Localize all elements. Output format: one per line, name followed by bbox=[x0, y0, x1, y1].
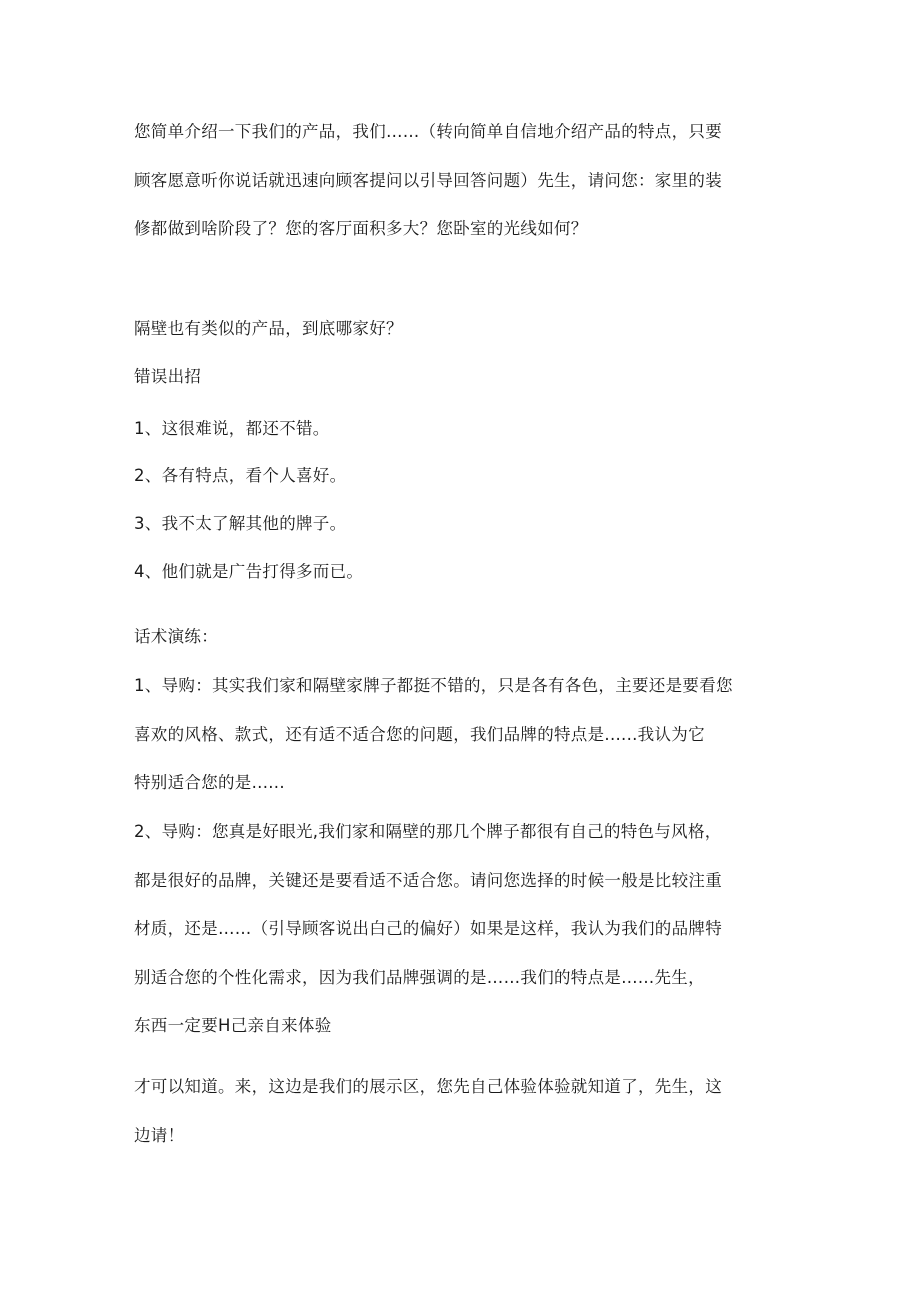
drill-1-line-2: 喜欢的风格、款式，还有适不适合您的问题，我们品牌的特点是......我认为它 bbox=[134, 725, 705, 744]
closing-line-1: 才可以知道。来，这边是我们的展示区，您先自己体验体验就知道了，先生，这 bbox=[134, 1077, 722, 1096]
intro-line-1: 您简单介绍一下我们的产品，我们……（转向简单自信地介绍产品的特点，只要 bbox=[134, 122, 722, 141]
closing-line-2: 边请！ bbox=[134, 1126, 185, 1145]
intro-line-3: 修都做到啥阶段了？您的客厅面积多大？您卧室的光线如何？ bbox=[134, 219, 588, 238]
wrong-item-1: 1、这很难说，都还不错。 bbox=[134, 419, 330, 438]
intro-line-2: 顾客愿意听你说话就迅速向顾客提问以引导回答问题）先生，请问您：家里的装 bbox=[134, 171, 722, 190]
drill-2-line-5: 东西一定要H己亲自来体验 bbox=[134, 1016, 332, 1035]
drill-1-line-3: 特别适合您的是...... bbox=[134, 773, 285, 792]
drill-2-line-2: 都是很好的品牌，关键还是要看适不适合您。请问您选择的时候一般是比较注重 bbox=[134, 871, 722, 890]
drill-2-line-1: 2、导购：您真是好眼光,我们家和隔壁的那几个牌子都很有自己的特色与风格， bbox=[134, 822, 722, 841]
wrong-item-4: 4、他们就是广告打得多而已。 bbox=[134, 562, 364, 581]
drill-heading: 话术演练： bbox=[134, 627, 218, 646]
wrong-item-2: 2、各有特点，看个人喜好。 bbox=[134, 466, 347, 485]
question-line: 隔壁也有类似的产品，到底哪家好？ bbox=[134, 319, 403, 338]
drill-2-line-4: 别适合您的个性化需求，因为我们品牌强调的是……我们的特点是......先生， bbox=[134, 968, 705, 987]
wrong-heading: 错误出招 bbox=[134, 367, 202, 386]
drill-2-line-3: 材质，还是……（引导顾客说出白己的偏好）如果是这样，我认为我们的品牌特 bbox=[134, 919, 722, 938]
drill-1-line-1: 1、导购：其实我们家和隔壁家牌子都挺不错的，只是各有各色，主要还是要看您 bbox=[134, 676, 733, 695]
wrong-item-3: 3、我不太了解其他的牌子。 bbox=[134, 514, 347, 533]
